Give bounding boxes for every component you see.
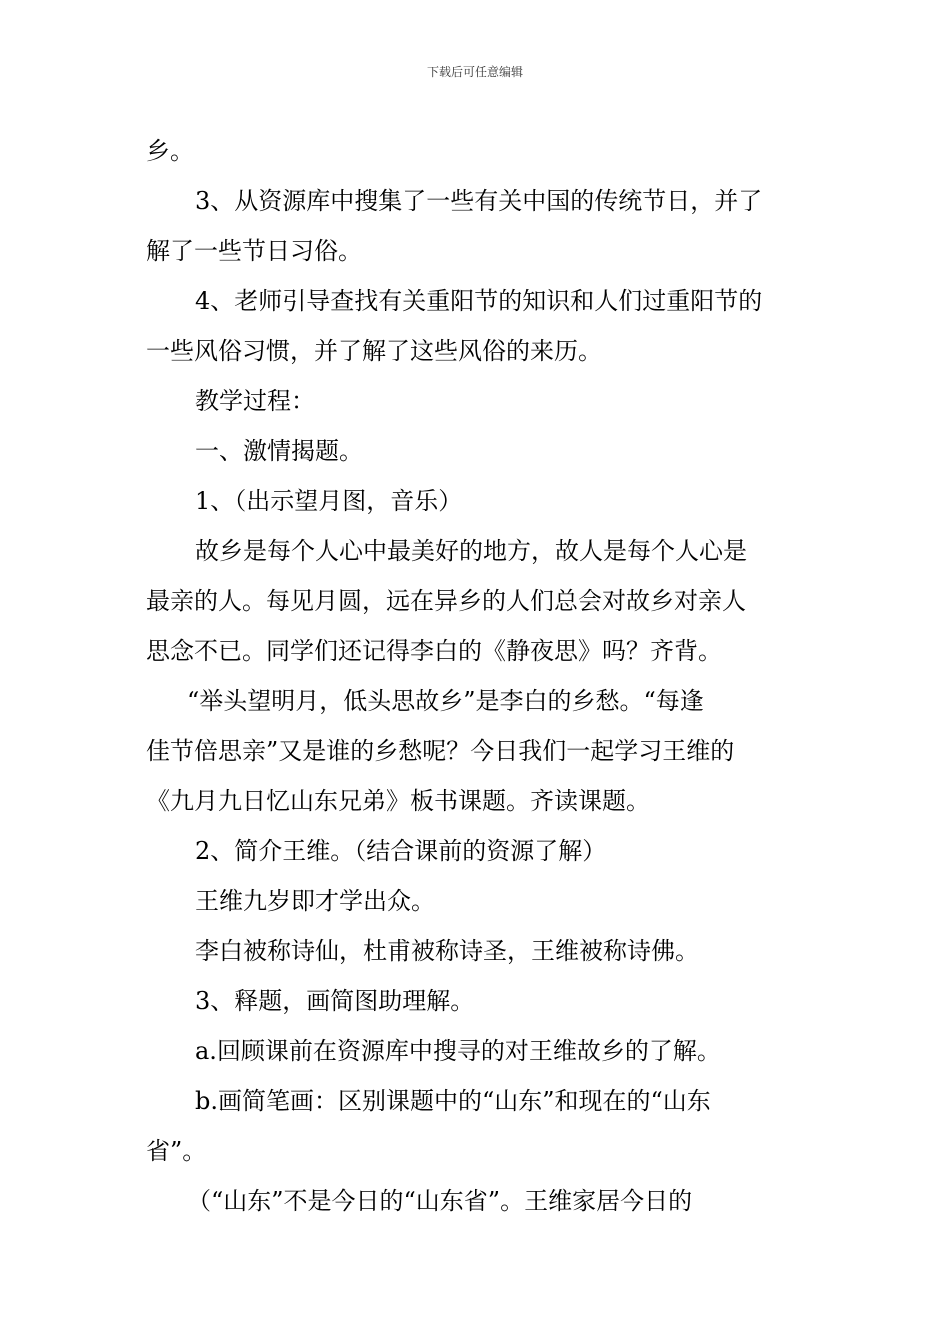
text-line: 1、（出示望月图，音乐） (195, 487, 463, 515)
text-line: （“山东”不是今日的“山东省”。王维家居今日的 (187, 1187, 693, 1215)
text-line: 2、简介王维。（结合课前的资源了解） (195, 837, 607, 865)
text-line: 3、释题，画简图助理解。 (195, 987, 475, 1015)
text-line: 乡。 (146, 137, 194, 165)
text-line: 省”。 (146, 1137, 207, 1165)
text-line: 3、从资源库中搜集了一些有关中国的传统节日，并了 (195, 187, 763, 215)
text-line: 一些风俗习惯，并了解了这些风俗的来历。 (146, 337, 602, 365)
text-line: 最亲的人。每见月圆，远在异乡的人们总会对故乡对亲人 (146, 587, 746, 615)
text-line: 4、老师引导查找有关重阳节的知识和人们过重阳节的 (195, 287, 763, 315)
text-line: 李白被称诗仙，杜甫被称诗圣，王维被称诗佛。 (195, 937, 699, 965)
document-body (146, 126, 806, 1226)
section-heading: 一、激情揭题。 (195, 437, 363, 465)
text-line: b.画简笔画：区别课题中的“山东”和现在的“山东 (195, 1087, 711, 1115)
text-line: 故乡是每个人心中最美好的地方，故人是每个人心是 (195, 537, 747, 565)
text-line: 思念不已。同学们还记得李白的《静夜思》吗？齐背。 (146, 637, 722, 665)
section-heading: 教学过程： (195, 387, 315, 415)
text-line: 佳节倍思亲”又是谁的乡愁呢？今日我们一起学习王维的 (146, 737, 735, 765)
text-line: a.回顾课前在资源库中搜寻的对王维故乡的了解。 (195, 1037, 721, 1065)
text-line: 《九月九日忆山东兄弟》板书课题。齐读课题。 (146, 787, 650, 815)
text-line: 解了一些节日习俗。 (146, 237, 362, 265)
page-header: 下载后可任意编辑 (426, 65, 523, 79)
text-line: 王维九岁即才学出众。 (195, 887, 435, 915)
text-line: “举头望明月，低头思故乡”是李白的乡愁。“每逢 (187, 687, 704, 715)
